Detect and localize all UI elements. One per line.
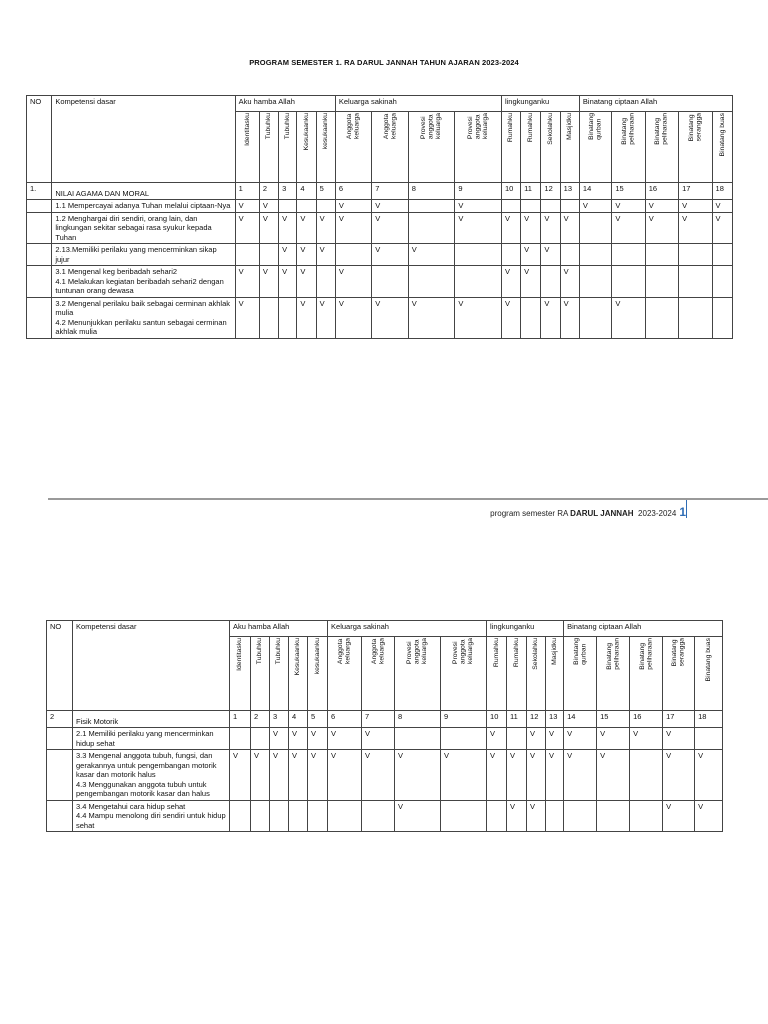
check-mark-cell: V: [279, 266, 297, 298]
check-mark-cell: V: [663, 750, 695, 801]
check-mark-cell: V: [408, 297, 455, 338]
check-mark-cell: V: [630, 728, 663, 750]
check-mark-cell: V: [316, 244, 335, 266]
check-mark-cell: V: [289, 750, 308, 801]
check-mark-cell: [251, 728, 270, 750]
check-mark-cell: [630, 800, 663, 832]
column-number: 6: [328, 711, 362, 728]
row-no-cell: [47, 800, 73, 832]
column-number: 17: [663, 711, 695, 728]
check-mark-cell: V: [230, 750, 251, 801]
check-mark-cell: V: [679, 200, 712, 213]
check-mark-cell: V: [372, 297, 408, 338]
table-1-body: [27, 200, 733, 339]
check-mark-cell: V: [679, 212, 712, 244]
check-mark-cell: [541, 266, 560, 298]
group-binatang: Binatang ciptaan Allah: [579, 96, 732, 112]
competency-text: 1.2 Menghargai diri sendiri, orang lain, dan lingkungan sekitar sebagai rasa syukur kepada Tuhan: [52, 212, 235, 244]
check-mark-cell: [408, 266, 455, 298]
check-mark-cell: V: [564, 750, 597, 801]
subtheme-label: Sekolahku: [546, 113, 554, 145]
check-mark-cell: [695, 728, 723, 750]
check-mark-cell: V: [289, 728, 308, 750]
check-mark-cell: [455, 266, 502, 298]
subtheme-label: Kesukaanku: [302, 113, 310, 151]
check-mark-cell: [579, 266, 611, 298]
column-number: 7: [372, 183, 408, 200]
column-number: 10: [501, 183, 520, 200]
check-mark-cell: [316, 200, 335, 213]
subtheme-label: kesukaanku: [321, 113, 329, 150]
section-no: 2: [47, 711, 73, 728]
check-mark-cell: V: [455, 297, 502, 338]
check-mark-cell: [546, 800, 564, 832]
check-mark-cell: [501, 244, 520, 266]
subtheme-label: Tubuhku: [284, 113, 291, 140]
subtheme-label: Rumahku: [507, 113, 515, 143]
competency-text: 2.1 Memiliki perilaku yang mencerminkan hidup sehat: [73, 728, 230, 750]
check-mark-cell: V: [579, 200, 611, 213]
column-number: 1: [230, 711, 251, 728]
table-row: [27, 212, 733, 244]
check-mark-cell: V: [408, 244, 455, 266]
check-mark-cell: [259, 244, 278, 266]
subtheme-label: kesukaanku: [313, 638, 321, 675]
check-mark-cell: V: [501, 212, 520, 244]
check-mark-cell: [235, 244, 259, 266]
check-mark-cell: [712, 266, 732, 298]
column-number: 1: [235, 183, 259, 200]
program-table-2: [46, 620, 723, 832]
check-mark-cell: [230, 800, 251, 832]
check-mark-cell: V: [308, 750, 328, 801]
check-mark-cell: [579, 297, 611, 338]
table-row: [27, 244, 733, 266]
subtheme-label: Identitasku: [243, 113, 251, 146]
check-mark-cell: [270, 800, 289, 832]
check-mark-cell: [316, 266, 335, 298]
page-divider: [48, 498, 768, 500]
page-footer: [490, 505, 686, 519]
check-mark-cell: [564, 800, 597, 832]
check-mark-cell: [630, 750, 663, 801]
subtheme-label: Tubuhku: [256, 638, 264, 665]
check-mark-cell: [541, 200, 560, 213]
check-mark-cell: [251, 800, 270, 832]
check-mark-cell: V: [335, 212, 371, 244]
column-number: 16: [645, 183, 678, 200]
check-mark-cell: V: [308, 728, 328, 750]
check-mark-cell: V: [560, 212, 579, 244]
footer-prefix: program semester RA: [490, 509, 571, 518]
check-mark-cell: V: [527, 728, 546, 750]
header-no: NO: [27, 96, 52, 183]
number-row: [27, 183, 733, 200]
subtheme-label: Identitasku: [236, 638, 244, 671]
competency-text: 3.1 Mengenal keg beribadah sehari2 4.1 Melakukan kegiatan beribadah sehari2 dengan tuntunan orang dewasa: [52, 266, 235, 298]
column-number: 3: [279, 183, 297, 200]
check-mark-cell: V: [663, 728, 695, 750]
check-mark-cell: [328, 800, 362, 832]
check-mark-cell: V: [259, 212, 278, 244]
header-kompetensi: Kompetensi dasar: [73, 621, 230, 711]
check-mark-cell: V: [328, 728, 362, 750]
check-mark-cell: V: [316, 297, 335, 338]
check-mark-cell: V: [259, 200, 278, 213]
check-mark-cell: [612, 244, 645, 266]
header-kompetensi: Kompetensi dasar: [52, 96, 235, 183]
check-mark-cell: [297, 200, 316, 213]
check-mark-cell: [230, 728, 251, 750]
check-mark-cell: V: [663, 800, 695, 832]
subtheme-label: Binatang qurban: [588, 113, 603, 140]
check-mark-cell: V: [712, 212, 732, 244]
check-mark-cell: V: [645, 212, 678, 244]
check-mark-cell: V: [712, 200, 732, 213]
check-mark-cell: V: [546, 728, 564, 750]
subtheme-label: Rumahku: [527, 113, 535, 143]
subtheme-label: Binatang peliharaan: [605, 638, 621, 670]
check-mark-cell: V: [560, 266, 579, 298]
check-mark-cell: V: [695, 750, 723, 801]
check-mark-cell: V: [297, 297, 316, 338]
column-number: 2: [251, 711, 270, 728]
check-mark-cell: [487, 800, 507, 832]
check-mark-cell: [679, 297, 712, 338]
section-title: Fisik Motorik: [73, 711, 230, 728]
check-mark-cell: [455, 244, 502, 266]
check-mark-cell: V: [335, 200, 371, 213]
subtheme-label: Provesi anggota keluarga: [406, 638, 429, 665]
check-mark-cell: [289, 800, 308, 832]
table-2-body: [47, 728, 723, 832]
row-no-cell: [47, 750, 73, 801]
check-mark-cell: [645, 244, 678, 266]
footer-name: DARUL JANNAH: [570, 509, 634, 518]
subtheme-label: Binatang serangga: [671, 638, 686, 667]
column-number: 6: [335, 183, 371, 200]
check-mark-cell: V: [297, 244, 316, 266]
check-mark-cell: V: [612, 212, 645, 244]
table-row: [47, 750, 723, 801]
check-mark-cell: V: [259, 266, 278, 298]
column-number: 13: [546, 711, 564, 728]
check-mark-cell: [408, 200, 455, 213]
column-number: 4: [289, 711, 308, 728]
check-mark-cell: V: [372, 200, 408, 213]
check-mark-cell: V: [441, 750, 487, 801]
column-number: 17: [679, 183, 712, 200]
check-mark-cell: [645, 297, 678, 338]
group-aku-hamba-allah: Aku hamba Allah: [230, 621, 328, 637]
subtheme-label: Anggota keluarga: [382, 113, 398, 140]
check-mark-cell: [501, 200, 520, 213]
page-number: 1: [679, 505, 686, 519]
check-mark-cell: V: [235, 200, 259, 213]
check-mark-cell: V: [507, 800, 527, 832]
column-number: 10: [487, 711, 507, 728]
column-number: 9: [455, 183, 502, 200]
check-mark-cell: V: [270, 728, 289, 750]
check-mark-cell: [335, 244, 371, 266]
subtheme-label: Sekolahku: [532, 638, 540, 670]
subtheme-label: Kesukaanku: [294, 638, 302, 676]
check-mark-cell: V: [372, 244, 408, 266]
group-keluarga-sakinah: Keluarga sakinah: [335, 96, 501, 112]
check-mark-cell: [579, 212, 611, 244]
check-mark-cell: V: [395, 750, 441, 801]
subtheme-label: Binatang buas: [704, 638, 712, 682]
column-number: 9: [441, 711, 487, 728]
check-mark-cell: [408, 212, 455, 244]
column-number: 11: [507, 711, 527, 728]
column-number: 7: [362, 711, 395, 728]
column-number: 5: [308, 711, 328, 728]
check-mark-cell: V: [597, 750, 630, 801]
check-mark-cell: V: [455, 212, 502, 244]
check-mark-cell: V: [251, 750, 270, 801]
check-mark-cell: [308, 800, 328, 832]
check-mark-cell: V: [235, 212, 259, 244]
check-mark-cell: V: [362, 750, 395, 801]
check-mark-cell: V: [501, 266, 520, 298]
competency-text: 1.1 Mempercayai adanya Tuhan melalui ciptaan-Nya: [52, 200, 235, 213]
check-mark-cell: V: [328, 750, 362, 801]
section-title: NILAI AGAMA DAN MORAL: [52, 183, 235, 200]
check-mark-cell: V: [521, 266, 541, 298]
subtheme-label: Anggota keluarga: [337, 638, 352, 665]
table-row: [47, 728, 723, 750]
check-mark-cell: V: [564, 728, 597, 750]
check-mark-cell: [597, 800, 630, 832]
group-aku-hamba-allah: Aku hamba Allah: [235, 96, 335, 112]
subtheme-label: Masjidku: [566, 113, 574, 140]
group-lingkunganku: lingkunganku: [501, 96, 579, 112]
page-title: PROGRAM SEMESTER 1. RA DARUL JANNAH TAHUN AJARAN 2023-2024: [249, 58, 519, 67]
table-row: [47, 800, 723, 832]
table-row: [27, 200, 733, 213]
check-mark-cell: V: [297, 266, 316, 298]
check-mark-cell: V: [270, 750, 289, 801]
column-number: 11: [521, 183, 541, 200]
check-mark-cell: [507, 728, 527, 750]
check-mark-cell: V: [235, 297, 259, 338]
column-number: 3: [270, 711, 289, 728]
check-mark-cell: [279, 200, 297, 213]
column-number: 15: [597, 711, 630, 728]
group-binatang: Binatang ciptaan Allah: [564, 621, 723, 637]
check-mark-cell: [362, 800, 395, 832]
subtheme-label: Anggota keluarga: [346, 113, 361, 140]
subtheme-label: Binatang peliharaan: [621, 113, 636, 145]
check-mark-cell: V: [455, 200, 502, 213]
column-number: 16: [630, 711, 663, 728]
column-number: 14: [564, 711, 597, 728]
subtheme-label: Rumahku: [492, 638, 500, 668]
check-mark-cell: V: [362, 728, 395, 750]
competency-text: 3.4 Mengetahui cara hidup sehat 4.4 Mampu menolong diri sendiri untuk hidup sehat: [73, 800, 230, 832]
column-number: 18: [695, 711, 723, 728]
header-no: NO: [47, 621, 73, 711]
check-mark-cell: V: [541, 297, 560, 338]
check-mark-cell: V: [546, 750, 564, 801]
table-row: [27, 266, 733, 298]
subtheme-label: Binatang peliharaan: [638, 638, 654, 670]
section-no: 1.: [27, 183, 52, 200]
check-mark-cell: V: [527, 800, 546, 832]
check-mark-cell: [521, 297, 541, 338]
check-mark-cell: V: [541, 212, 560, 244]
number-row: [47, 711, 723, 728]
check-mark-cell: [521, 200, 541, 213]
check-mark-cell: V: [372, 212, 408, 244]
check-mark-cell: V: [487, 750, 507, 801]
check-mark-cell: V: [501, 297, 520, 338]
subtheme-label: Binatang qurban: [572, 638, 588, 665]
competency-text: 3.3 Mengenal anggota tubuh, fungsi, dan gerakannya untuk pengembangan motorik kasar dan motorik halus 4.3 Menggunakan anggota tubuh untuk pengembangan motorik kasar dan halus: [73, 750, 230, 801]
subtheme-label: Binatang serangga: [687, 113, 703, 142]
check-mark-cell: V: [560, 297, 579, 338]
column-number: 12: [527, 711, 546, 728]
subtheme-label: Tubuhku: [265, 113, 273, 140]
check-mark-cell: [612, 266, 645, 298]
row-no-cell: [47, 728, 73, 750]
check-mark-cell: [441, 728, 487, 750]
column-number: 14: [579, 183, 611, 200]
check-mark-cell: V: [521, 212, 541, 244]
check-mark-cell: V: [487, 728, 507, 750]
check-mark-cell: [679, 266, 712, 298]
column-number: 2: [259, 183, 278, 200]
check-mark-cell: V: [645, 200, 678, 213]
check-mark-cell: [259, 297, 278, 338]
check-mark-cell: [441, 800, 487, 832]
check-mark-cell: [279, 297, 297, 338]
check-mark-cell: [560, 200, 579, 213]
program-table-1: [26, 95, 733, 339]
subtheme-label: Masjidku: [550, 638, 558, 665]
check-mark-cell: V: [527, 750, 546, 801]
check-mark-cell: [679, 244, 712, 266]
column-number: 12: [541, 183, 560, 200]
check-mark-cell: [579, 244, 611, 266]
column-number: 18: [712, 183, 732, 200]
footer-accent-bar: [686, 500, 687, 518]
check-mark-cell: [645, 266, 678, 298]
subtheme-label: Anggota keluarga: [370, 638, 386, 665]
column-number: 13: [560, 183, 579, 200]
check-mark-cell: V: [335, 266, 371, 298]
row-no-cell: [27, 266, 52, 298]
subtheme-label: Tubuhku: [275, 638, 283, 665]
group-keluarga-sakinah: Keluarga sakinah: [328, 621, 487, 637]
subtheme-label: Binatang peliharaan: [654, 113, 669, 145]
competency-text: 2.13.Memiliki perilaku yang mencerminkan sikap jujur: [52, 244, 235, 266]
subtheme-label: Provesi anggota keluarga: [466, 113, 489, 140]
check-mark-cell: [560, 244, 579, 266]
column-number: 8: [395, 711, 441, 728]
subtheme-label: Binatang buas: [718, 113, 726, 157]
check-mark-cell: [372, 266, 408, 298]
check-mark-cell: V: [297, 212, 316, 244]
column-number: 4: [297, 183, 316, 200]
check-mark-cell: V: [597, 728, 630, 750]
group-lingkunganku: lingkunganku: [487, 621, 564, 637]
competency-text: 3.2 Mengenal perilaku baik sebagai cerminan akhlak mulia 4.2 Menunjukkan perilaku santun sebagai cerminan akhlak mulia: [52, 297, 235, 338]
check-mark-cell: V: [235, 266, 259, 298]
footer-year: 2023-2024: [638, 509, 677, 518]
table-row: [27, 297, 733, 338]
check-mark-cell: V: [541, 244, 560, 266]
check-mark-cell: [712, 297, 732, 338]
row-no-cell: [27, 200, 52, 213]
check-mark-cell: V: [695, 800, 723, 832]
subtheme-label: Provesi anggota keluarga: [420, 113, 443, 140]
column-number: 5: [316, 183, 335, 200]
check-mark-cell: [395, 728, 441, 750]
check-mark-cell: [712, 244, 732, 266]
check-mark-cell: V: [612, 200, 645, 213]
check-mark-cell: V: [279, 244, 297, 266]
row-no-cell: [27, 297, 52, 338]
check-mark-cell: V: [316, 212, 335, 244]
subtheme-label: Rumahku: [512, 638, 520, 668]
check-mark-cell: V: [335, 297, 371, 338]
row-no-cell: [27, 212, 52, 244]
check-mark-cell: V: [395, 800, 441, 832]
subtheme-label: Provesi anggota keluarga: [452, 638, 475, 665]
row-no-cell: [27, 244, 52, 266]
check-mark-cell: V: [612, 297, 645, 338]
check-mark-cell: V: [279, 212, 297, 244]
column-number: 8: [408, 183, 455, 200]
check-mark-cell: V: [521, 244, 541, 266]
column-number: 15: [612, 183, 645, 200]
check-mark-cell: V: [507, 750, 527, 801]
